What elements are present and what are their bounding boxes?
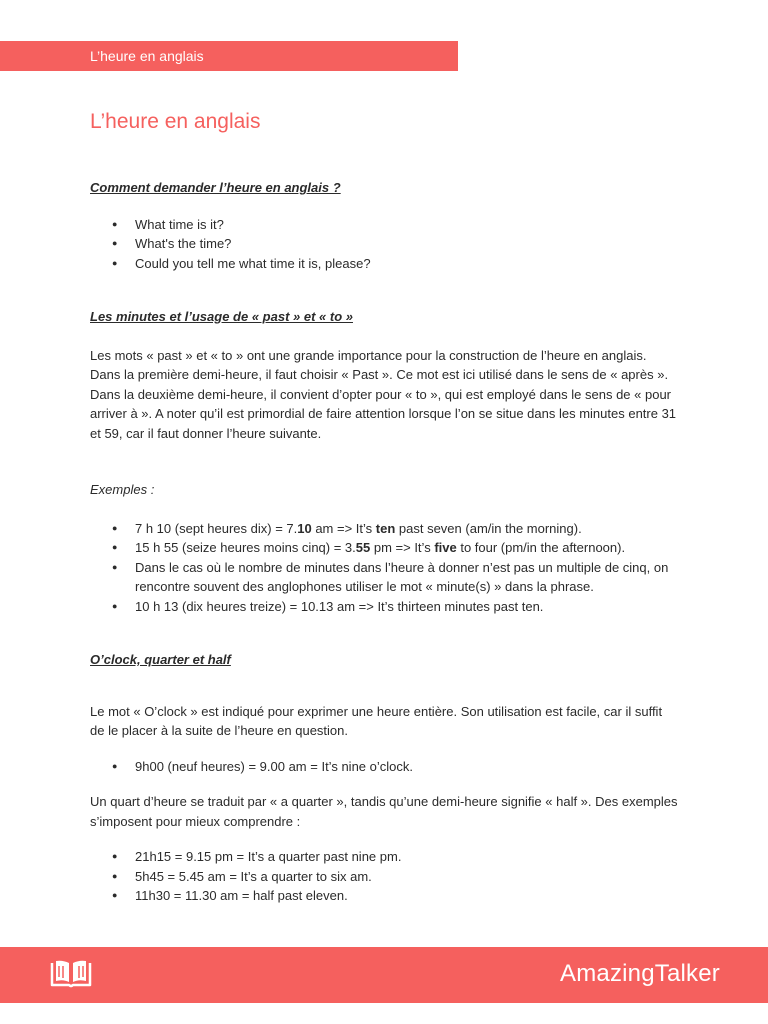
list-item: ● 5h45 = 5.45 am = It’s a quarter to six am. <box>135 867 680 887</box>
open-book-icon <box>50 959 92 989</box>
header-label: L’heure en anglais <box>90 48 204 64</box>
list-item: ● 11h30 = 11.30 am = half past eleven. <box>135 886 680 906</box>
list-item: ● Dans le cas où le nombre de minutes dans l’heure à donner n’est pas un multiple de cinq, on rencontre souvent des anglophones utiliser le mot « minute(s) » dans la phrase. <box>135 558 680 597</box>
example-text: past seven (am/in the morning). <box>395 520 582 536</box>
oclock-list <box>90 757 680 777</box>
example-bold: 10 <box>297 520 312 536</box>
example-text: am => It’s <box>311 520 376 536</box>
examples-label: Exemples : <box>90 482 155 497</box>
past-to-paragraph: Les mots « past » et « to » ont une grande importance pour la construction de l’heure en anglais. Dans la première demi-heure, il faut choisir « Past ». Ce mot est ici utilisé dans le sens de « après ». Dans la deuxième demi-heure, il convient d’opter pour « to », qui est employé dans le sens de « pour arriver à ». A noter qu’il est primordial de faire attention lorsque l’on se situe dans les minutes entre 31 et 59, car il faut donner l’heure suivante. <box>90 347 677 441</box>
footer-bar <box>0 947 768 1003</box>
section-heading-oclock: O’clock, quarter et half <box>90 652 231 667</box>
ask-time-list <box>90 215 680 274</box>
page-title: L’heure en anglais <box>90 110 261 133</box>
list-item <box>135 538 680 558</box>
quarter-list <box>90 847 680 906</box>
list-item <box>135 519 680 539</box>
example-text: 7 h 10 (sept heures dix) = 7. <box>135 520 298 536</box>
example-text: pm => It’s <box>370 540 435 555</box>
list-item: ● 21h15 = 9.15 pm = It’s a quarter past nine pm. <box>135 847 680 867</box>
document-content <box>90 110 680 906</box>
list-item: ● 10 h 13 (dix heures treize) = 10.13 am => It’s thirteen minutes past ten. <box>135 597 680 617</box>
section-heading-past-to: Les minutes et l’usage de « past » et « to » <box>90 309 353 324</box>
header-bar <box>0 41 458 71</box>
list-item: ● What time is it? <box>135 215 680 235</box>
example-bold: 55 <box>355 540 371 555</box>
list-item: ● What's the time? <box>135 234 680 254</box>
example-text: to four (pm/in the afternoon). <box>456 540 626 555</box>
example-bold: ten <box>375 520 396 536</box>
list-item: ● Could you tell me what time it is, please? <box>135 254 680 274</box>
examples-list <box>90 519 680 617</box>
oclock-paragraph: Le mot « O’clock » est indiqué pour exprimer une heure entière. Son utilisation est facile, car il suffit de le placer à la suite de l’heure en question. <box>90 703 663 738</box>
brand-logo-text: AmazingTalker <box>560 960 720 987</box>
example-bold: five <box>434 540 457 555</box>
quarter-paragraph: Un quart d’heure se traduit par « a quarter », tandis qu’une demi-heure signifie « half ». Des exemples s’imposent pour mieux comprendre : <box>90 794 678 829</box>
section-heading-ask-time: Comment demander l’heure en anglais ? <box>90 180 341 195</box>
example-text: 15 h 55 (seize heures moins cinq) = 3. <box>135 540 356 555</box>
list-item: ● 9h00 (neuf heures) = 9.00 am = It’s nine o’clock. <box>135 757 680 777</box>
